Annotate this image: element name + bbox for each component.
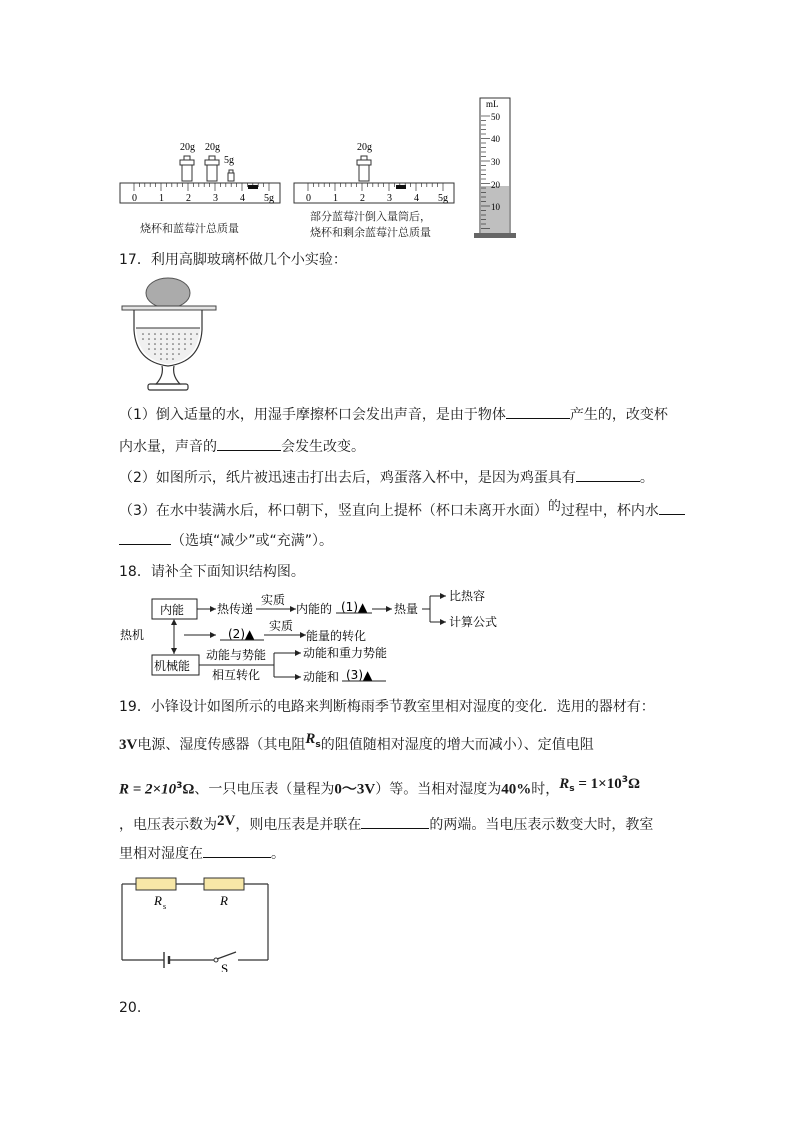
svg-text:R: R: [220, 893, 228, 908]
svg-text:2: 2: [360, 193, 365, 204]
svg-text:10: 10: [491, 202, 500, 212]
svg-text:(1)▲: (1)▲: [341, 600, 368, 614]
knowledge-structure-diagram: [116, 582, 516, 682]
svg-text:能量的转化: 能量的转化: [306, 629, 367, 643]
svg-text:内能: 内能: [160, 603, 185, 617]
svg-text:3: 3: [213, 193, 218, 204]
svg-text:计算公式: 计算公式: [449, 615, 498, 629]
svg-text:动能和重力势能: 动能和重力势能: [303, 646, 388, 660]
balance2-caption-line1: 部分蓝莓汁倒入量筒后，: [310, 210, 431, 223]
q17-part1-line2: 内水量，声音的 会发生改变。: [119, 436, 365, 457]
q18-title: 18．请补全下面知识结构图。: [119, 564, 305, 580]
svg-text:1: 1: [159, 193, 164, 204]
svg-text:50: 50: [491, 112, 500, 122]
svg-text:R: R: [154, 893, 162, 908]
rider: [396, 185, 406, 189]
svg-text:4: 4: [240, 193, 245, 204]
q19-line2: 3V电源、湿度传感器（其电阻$R_s$的阻值随相对湿度的增大而减小）、定值电阻: [119, 731, 594, 753]
q17-part1-line1: （1）倒入适量的水，用湿手摩擦杯口会发出声音，是由于物体 产生的，改变杯: [119, 404, 668, 425]
svg-text:0: 0: [132, 193, 137, 204]
answer-blank[interactable]: [217, 436, 281, 451]
svg-text:3: 3: [387, 193, 392, 204]
q17-part2: （2）如图所示，纸片被迅速击打出去后，鸡蛋落入杯中，是因为鸡蛋具有 。: [119, 467, 654, 488]
weight-label: 5g: [224, 155, 234, 166]
paper-card: [122, 306, 216, 310]
svg-text:热机: 热机: [120, 628, 145, 642]
answer-blank[interactable]: [576, 467, 640, 482]
q17-title: 17．利用高脚玻璃杯做几个小实验：: [119, 252, 347, 268]
circuit-diagram: [118, 872, 278, 972]
answer-blank[interactable]: [506, 404, 570, 419]
balance2-caption-line2: 烧杯和剩余蓝莓汁总质量: [310, 226, 431, 239]
svg-text:5g: 5g: [438, 193, 448, 204]
answer-blank[interactable]: [361, 814, 429, 829]
weight-label: 20g: [357, 142, 372, 153]
svg-text:机械能: 机械能: [154, 659, 191, 673]
svg-text:相互转化: 相互转化: [212, 668, 261, 682]
weight-5g: [228, 170, 234, 181]
weight-label: 20g: [205, 142, 220, 153]
svg-text:动能与势能: 动能与势能: [206, 648, 267, 662]
svg-text:2: 2: [186, 193, 191, 204]
q19-line3: $R = 2\times 10^3\Omega$、一只电压表（量程为0～3V）等。当相对湿度为40%时，$R_s = 1\times 10^3\Omega$: [119, 775, 640, 798]
weight-20g-a: [180, 156, 194, 181]
svg-text:热量: 热量: [394, 602, 419, 616]
svg-text:(3)▲: (3)▲: [346, 668, 373, 682]
svg-text:30: 30: [491, 157, 500, 167]
weight-20g-b: [205, 156, 219, 181]
balance1-caption: 烧杯和蓝莓汁总质量: [140, 222, 239, 235]
svg-text:热传递: 热传递: [217, 602, 254, 616]
svg-text:s: s: [163, 902, 167, 911]
answer-blank[interactable]: [119, 530, 171, 545]
svg-text:实质: 实质: [269, 619, 294, 633]
svg-text:(2)▲: (2)▲: [228, 627, 255, 641]
svg-text:S: S: [221, 961, 229, 972]
weight-20g: [357, 156, 371, 181]
q19-line4: ，电压表示数为2V，则电压表是并联在 的两端。当电压表示数变大时，教室: [119, 813, 654, 833]
q17-part3-line2: （选填“减少”或“充满”）。: [119, 530, 333, 551]
q17-part3-line1: （3）在水中装满水后，杯口朝下，竖直向上提杯（杯口未离开水面）的过程中，杯内水: [119, 500, 685, 522]
svg-text:1: 1: [333, 193, 338, 204]
egg: [146, 278, 190, 308]
balance-beam: [294, 183, 454, 203]
q19-line5: 里相对湿度在 。: [119, 843, 285, 864]
svg-text:实质: 实质: [261, 593, 286, 607]
graduated-cylinder: [472, 96, 518, 240]
svg-text:0: 0: [306, 193, 311, 204]
resistor-r: [204, 878, 244, 890]
svg-text:内能的: 内能的: [296, 602, 333, 616]
svg-text:mL: mL: [486, 99, 499, 109]
svg-text:40: 40: [491, 134, 500, 144]
rider: [248, 185, 258, 189]
svg-text:5g: 5g: [264, 193, 274, 204]
q19-line1: 19．小锋设计如图所示的电路来判断梅雨季节教室里相对湿度的变化．选用的器材有：: [119, 699, 655, 715]
svg-text:4: 4: [414, 193, 419, 204]
svg-text:20: 20: [491, 180, 500, 190]
resistor-rs: [136, 878, 176, 890]
goblet-egg-figure: [118, 276, 220, 394]
answer-blank[interactable]: [659, 500, 685, 515]
svg-text:动能和: 动能和: [303, 670, 340, 682]
weight-label: 20g: [180, 142, 195, 153]
answer-blank[interactable]: [203, 843, 271, 858]
svg-text:比热容: 比热容: [449, 589, 486, 603]
q20-title: 20.: [119, 1000, 142, 1016]
